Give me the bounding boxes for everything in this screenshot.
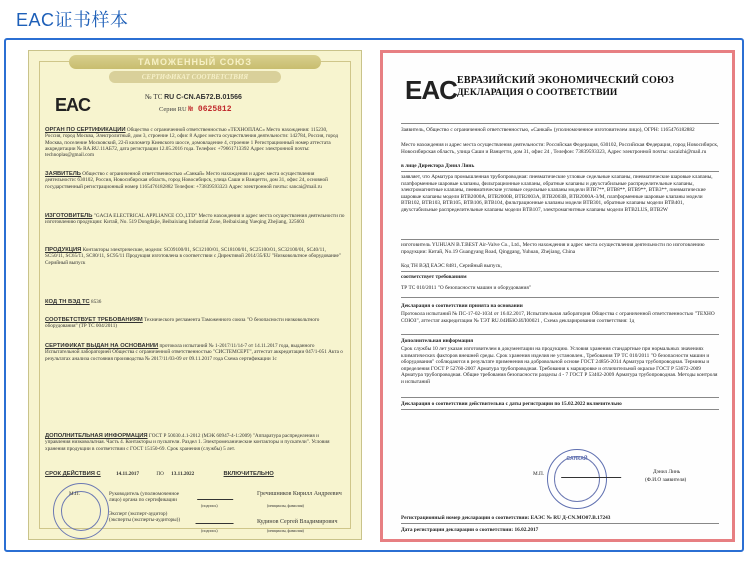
certificate-subtitle: СЕРТИФИКАТ СООТВЕТСТВИЯ (109, 71, 281, 83)
head-signature (197, 489, 237, 500)
product-section (45, 247, 345, 266)
extra-info-text: ГОСТ Р 50030.4.1-2012 (МЭК 60947-4-1:2009) "Аппаратура распределения и управления низковольтная. Часть 4. Контакторы и пускатели. Раздел 1. Электромеханические контакторы и пускатели". Условия хранения продукции в соответствии с ГОСТ 15150-69. Срок хранения (службы) 5 лет. (45, 433, 330, 452)
valid-to-label: ПО (156, 471, 164, 477)
sign-hint-1: (подпись) (201, 503, 218, 508)
declaration-requirements-label: соответствует требованиям (401, 274, 467, 280)
applicant-label: ЗАЯВИТЕЛЬ (45, 171, 81, 177)
manufacturer-text: "GACIA ELECTRICAL APPLIANCE CO.,LTD" Место нахождения и адрес места осуществления деятельности по изготовлению продукции: Китай, No. 519 Dongdajie, Beibaixiang Industrial Zone, Beibaixiang Yueqing Zhejiang, 325603 (45, 213, 345, 226)
initials-hint-1: (инициалы, фамилия) (267, 503, 304, 508)
declaration-basis: Протокола испытаний № ПС-17-02-1034 от 16.02.2017, Испытательная лаборатория Общества с ограниченной ответственностью "ТЕХНО СОЮЗ", аттестат аккредитации № ТЭТ RU.04ИБЮ.ИЛ00021 , Схема декларирования соответствия: 1д (401, 311, 715, 324)
divider (401, 271, 719, 272)
manufacturer-label: ИЗГОТОВИТЕЛЬ (45, 213, 93, 219)
requirements-text: Технического регламента Таможенного союза "О безопасности низковольтного оборудования" (ТР ТС 004/2011) (45, 317, 320, 330)
declaration-extra-label: Дополнительная информация (401, 338, 474, 344)
product-text: Контакторы электрические, модели: SC09100/01, SC12100/01, SC18100/01, SC25100/01, SC32100/01, SC40/11, SC50/11, SC65/11, SC80/11, SC95/11 Продукция изготовлена в соответствии с Директивой 2014/35/EU "Низковольтное оборудование" Серийный выпуск (45, 247, 341, 266)
declaration-stamp-inner (554, 456, 600, 502)
requirements-section (45, 317, 345, 330)
inclusive-label: ВКЛЮЧИТЕЛЬНО (223, 471, 274, 477)
declaration-title-line1: ЕВРАЗИЙСКИЙ ЭКОНОМИЧЕСКИЙ СОЮЗ (457, 75, 674, 86)
head-name: Гречишников Кирилл Андреевич (257, 491, 342, 497)
eac-logo-icon: EAC (55, 95, 91, 115)
declaration-declares: заявляет, что Арматура промышленная трубопроводная: пневматические угловые седельные клапаны, пневматические шаровые клапаны, платформенные шаровые клапаны, фильтрационные клапаны, обратные клапаны и двухстабильные распределительные клапаны, электромагнитные клапаны, пневматические угловые седельные клапаны модели ВТВ7**, ВТВ8**, ВТВ9**, ВТВ3**, пневматические шаровые клапаны модели ВТВ2000А, ВТВ2000В, ВТВ2003А, ВТВ2003В, ВТВ2000А-3/М, платформенные шаровые клапаны модели ВТВ102, ВТВ103, ВТВ105, ВТВ106, ВТВ104, фильтрационные клапаны модели ВТВ301, обратные клапаны модели ВТВ401, двухстабильные распределительные клапаны модели ВТВ107, электромагнитные клапаны модели ВТВ2LUS, ВТВ2W (401, 174, 713, 213)
divider (401, 334, 719, 335)
divider (401, 297, 719, 298)
issued-section (45, 343, 345, 362)
valid-from: 14.11.2017 (116, 471, 140, 477)
expert-name: Кудинов Сергей Владимирович (257, 519, 338, 525)
eac-logo-icon: EAC (405, 75, 457, 105)
divider (401, 123, 719, 124)
sign-hint-2: (подпись) (201, 528, 218, 533)
declaration-applicant: Заявитель, Общество с ограниченной ответственностью, «Санкай» (уполномоченное изготовителем лицо), ОГРН: 1165476182882 (401, 127, 695, 133)
declaration-mp: М.П. (533, 471, 545, 477)
declaration-person: в лице Директора Дэнил Линь (401, 163, 475, 169)
page-heading: EAC证书样本 (16, 10, 129, 30)
applicant-text: Общество с ограниченной ответственностью «Санкай» Место нахождения и адрес места осуществления деятельности: 630102, Россия, Новосибирская область, город Новосибирск, улица Саши и Ванцетти, дом 31, офис 24, основной государственный регистрационный номер 1165476182882 Телефон: +73839593323 Адрес электронной почты: sancai@mail.ru (45, 171, 328, 190)
applicant-section (45, 171, 345, 190)
initials-hint-2: (инициалы, фамилия) (267, 528, 304, 533)
code-value: 8536 (90, 299, 102, 305)
head-role: Руководитель (уполномоченное лицо) органа по сертификации (109, 491, 180, 504)
declaration-signer: Дэнил Линь (653, 469, 681, 475)
declaration-requirements: ТР ТС 010/2011 "О безопасности машин и оборудования" (401, 285, 531, 291)
certificate-number-label: № ТС (145, 93, 163, 101)
certificate-number-value: RU C-CN.АБ72.В.01566 (164, 94, 242, 101)
validity-label: СРОК ДЕЙСТВИЯ С (45, 471, 101, 477)
validity-row (45, 471, 345, 477)
certificate-banner: ТАМОЖЕННЫЙ СОЮЗ (69, 55, 321, 69)
organ-text: Общество с ограниченной ответственностью «ТЕХНОПЛАС» Место нахождения: 115230, Россия, город Москва, Электролитный, дом 3, строение 12, офис 8 Адрес места осуществления деятельности: 142784, Россия, город Москва, поселение Московский, 22-й километр Киевского шоссе, домовладение 4, строение 1 Регистрационный номер аттестата аккредитации № RA.RU.11АБ72, дата регистрации 12.05.2016 года. Телефон: +79661713392 Адрес электронной почты: technoplas@gmail.com (45, 127, 339, 159)
divider (401, 239, 719, 240)
declaration-stamp-text: САНКАЙ (566, 456, 588, 462)
declaration-basis-label: Декларация о соответствии принята на основании (401, 303, 523, 309)
declaration-manufacturer: изготовитель YUHUAN B.T.BEST Air-Valve Co., Ltd., Место нахождения и адрес места осуществления деятельности по изготовлению продукции: Китай, No.19 Guangyang Road, Qinggang, Yuhuan, Zhejiang, China (401, 242, 705, 255)
declaration-title-line2: ДЕКЛАРАЦИЯ О СООТВЕТСТВИИ (457, 88, 618, 98)
code-label: КОД ТН ВЭД ТС (45, 299, 90, 305)
customs-union-certificate (28, 50, 362, 540)
extra-info-section (45, 433, 345, 452)
extra-info-label: ДОПОЛНИТЕЛЬНАЯ ИНФОРМАЦИЯ (45, 433, 148, 439)
declaration-address: Место нахождения и адрес места осуществления деятельности: Российская Федерация, 630102, Российская Федерация, город Новосибирск, Новосибирская область, улица Саши и Ванцетти, дом 31, офис 24 , Телефон: 73839593323, Адрес электронной почты: sacaizhi@mail.ru (401, 142, 719, 155)
declaration-signature (561, 467, 625, 478)
valid-to: 13.11.2022 (171, 471, 195, 477)
divider (401, 409, 719, 410)
declaration-code: Код ТН ВЭД ЕАЭС 8481, Серийный выпуск, (401, 263, 502, 269)
issued-label: СЕРТИФИКАТ ВЫДАН НА ОСНОВАНИИ (45, 343, 159, 349)
declaration-stamp (547, 449, 607, 509)
organ-section (45, 127, 345, 158)
series-number: № 0625812 (188, 105, 232, 114)
stamp-mark: М.П. (69, 491, 80, 497)
divider (401, 171, 719, 172)
series-code: RU (177, 106, 187, 113)
declaration-reg-number: Регистрационный номер декларации о соответствии: ЕАЭС № RU Д-CN.МО07.В.17243 (401, 515, 611, 521)
issued-text: протокола испытаний № 1-2017/11/14-7 от 14.11.2017 года, выданного Испытательной лабораторией Общества с ограниченной ответственностью "СИСТЕМСЕРТ", аттестат аккредитации 047/1-051 Акта о результатах анализа состояния производства № 2017/11/03-09 от 09.11.2017 года Схема сертификации 1с (45, 343, 343, 362)
product-label: ПРОДУКЦИЯ (45, 247, 82, 253)
certificate-series (159, 105, 232, 114)
declaration-validity: Декларация о соответствии действительна с даты регистрации по 15.02.2022 включительно (401, 401, 622, 407)
certificate-number (145, 93, 242, 101)
requirements-label: СООТВЕТСТВУЕТ ТРЕБОВАНИЯМ (45, 317, 143, 323)
expert-role: Эксперт (эксперт-аудитор) (эксперты (эксперты-аудиторы)) (109, 511, 181, 524)
eurasian-declaration (380, 50, 735, 542)
manufacturer-section (45, 213, 345, 226)
declaration-extra: Срок службы 10 лет указан изготовителем в документации на продукцию. Условия хранения стандартные при нормальных значениях климатических факторов внешней среды. Срок хранения изделия не установлен., Требования ТР ТС 010/2011 "О безопасности машин и оборудования" соблюдаются в результате применения на добровольной основе ГОСТ 24856-2014 Арматура трубопроводная. Термины и определения ГОСТ Р 52760-2007 Арматура трубопроводная. Требования к маркировке и отличительной окраске ГОСТ Р 53672-2009 Арматура трубопроводная. Общие требования безопасности разделы 4 - 7 ГОСТ Р 53402-2009 Арматура трубопроводная. Методы контроля и испытаний (401, 346, 718, 385)
organ-label: ОРГАН ПО СЕРТИФИКАЦИИ (45, 127, 126, 133)
divider (401, 397, 719, 398)
divider (401, 523, 719, 524)
code-section (45, 299, 345, 305)
expert-signature (195, 515, 236, 524)
series-label: Серия (159, 106, 177, 113)
declaration-signer-hint: (Ф.И.О заявителя) (645, 477, 687, 483)
declaration-reg-date: Дата регистрации декларации о соответствии: 16.02.2017 (401, 527, 539, 533)
